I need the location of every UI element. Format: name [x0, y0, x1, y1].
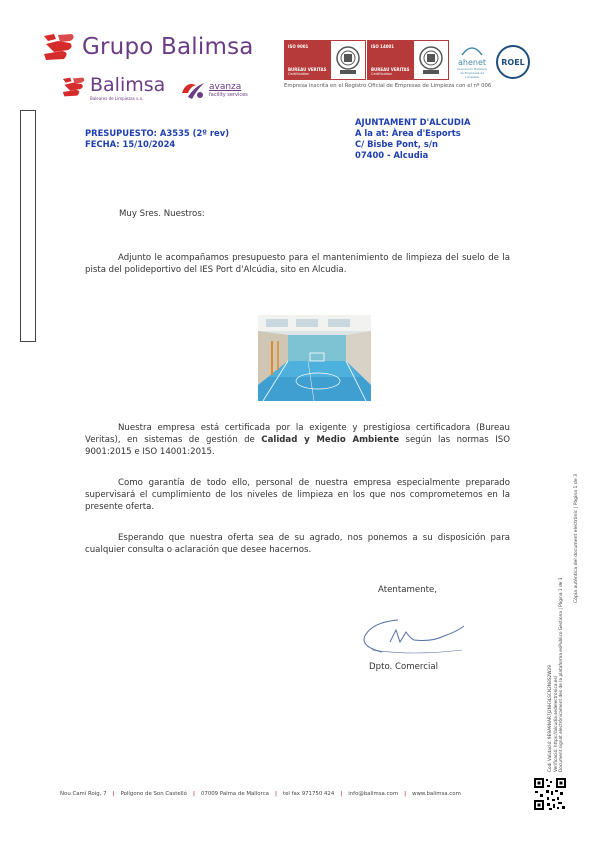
footer-street: Nou Camí Roig, 7: [60, 791, 107, 797]
cert-label: Certification: [288, 72, 310, 76]
budget-info: [85, 128, 229, 150]
letter-greeting: Muy Sres. Nuestros:: [119, 209, 205, 219]
cert-code: ISO 14001: [371, 44, 395, 49]
cert-issuer: BUREAU VERITAS: [288, 67, 327, 72]
verification-vertical: [548, 578, 565, 772]
footer-separator: |: [112, 791, 115, 797]
cert-code: ISO 9001: [288, 44, 309, 49]
brand-name: Balimsa: [90, 74, 166, 96]
partner-logo: [180, 79, 248, 101]
court-image: [258, 315, 371, 401]
verification-url: Verificació: https://alcudia.sedelectronica.es/: [553, 675, 559, 772]
brand-logo: [60, 76, 165, 101]
balimsa-b-small-icon: [60, 76, 86, 98]
footer-city: 07009 Palma de Mallorca: [200, 791, 269, 797]
paragraph-closing: [85, 532, 510, 556]
footer-separator: |: [404, 791, 407, 797]
closing-salutation: Atentamente,: [378, 585, 437, 595]
recipient-street: C/ Bisbe Pont, s/n: [355, 139, 438, 149]
recipient-city: 07400 - Alcudia: [355, 150, 429, 160]
ahenet-tagline: Asociación Hotelera de Empresas de Limpieza: [457, 67, 487, 79]
paragraph-closing-text: Esperando que nuestra oferta sea de su agrado, nos ponemos a su disposición para cualquier consulta o aclaración que desee hacernos.: [85, 533, 510, 556]
roel-logo: [496, 45, 530, 79]
paragraph-certification-end: según las normas ISO 9001:2015 e ISO 14001:2015.: [85, 435, 510, 458]
recipient-attention: A la at: Àrea d'Esports: [355, 128, 461, 138]
verification-platform: Document signat electrònicament des de la plataforma esPublico Gestiona | Pàgina 1 de 3: [559, 577, 564, 772]
cert-label: Certification: [371, 72, 393, 76]
verification-code: Codi Validació: 9E9A9NAR7J2NH3LSCN2N8S2W29: [548, 664, 553, 772]
certificate-iso14001: [367, 40, 449, 80]
balimsa-b-icon: [40, 32, 76, 62]
certification-systems: Calidad y Medio Ambiente: [261, 435, 400, 446]
registry-note: Empresa inscrita en el Registro Oficial de Empresas de Limpieza con el nº 006: [284, 83, 492, 89]
paragraph-certification-text: Nuestra empresa está certificada por la exigente y prestigiosa certificadora (Bureau Veritas), en sistemas de gestión de: [85, 423, 510, 446]
paragraph-intro: [85, 252, 510, 276]
recipient-name: AJUNTAMENT D'ALCUDIA: [355, 117, 471, 127]
qr-code-icon[interactable]: [533, 777, 567, 811]
bureau-veritas-seal-icon: [417, 44, 445, 76]
paragraph-guarantee-text: Como garantía de todo ello, personal de nuestra empresa especialmente preparado supervisará el cumplimiento de los niveles de limpieza en los que nos comprometemos en la presente oferta.: [85, 478, 510, 513]
recipient-address: [355, 117, 470, 161]
ahenet-name: ahenet: [457, 58, 487, 67]
signer-department: Dpto. Comercial: [369, 662, 439, 672]
brand-tagline: Baleares de Limpiezas s.a.: [90, 96, 144, 101]
sports-court-photo: [258, 315, 371, 401]
paragraph-certification: [85, 422, 510, 459]
avanza-swoosh-icon: [180, 79, 206, 101]
signature-icon: [352, 612, 472, 658]
page-info-vertical: Còpia autèntica del document electrònic | Pàgina 1 de 3: [574, 473, 579, 603]
partner-tagline: facility services: [209, 91, 248, 98]
cert-issuer: BUREAU VERITAS: [371, 67, 410, 72]
group-name: Grupo Balimsa: [82, 34, 254, 60]
budget-number: PRESUPUESTO: A3535 (2º rev): [85, 128, 230, 138]
ahenet-logo: [455, 44, 489, 79]
footer-phone: tel fax 971750 424: [282, 791, 335, 797]
certificate-iso9001: [284, 40, 366, 80]
partner-name: avanza: [209, 81, 242, 92]
footer-separator: |: [340, 791, 343, 797]
roel-label: ROEL: [501, 57, 525, 67]
paragraph-intro-text: Adjunto le acompañamos presupuesto para el mantenimiento de limpieza del suelo de la pista del polideportivo del IES Port d'Alcúdia, sito en Alcudia.: [85, 253, 510, 276]
footer-email[interactable]: info@balimsa.com: [348, 791, 399, 797]
bureau-veritas-seal-icon: [334, 44, 362, 76]
group-logo: [40, 32, 254, 62]
budget-date: FECHA: 15/10/2024: [85, 139, 176, 149]
footer-area: Polígono de Son Castelló: [120, 791, 187, 797]
footer-website[interactable]: www.balimsa.com: [412, 791, 461, 797]
ahenet-arc-icon: [460, 44, 484, 56]
footer-separator: |: [274, 791, 277, 797]
footer-contact: [60, 791, 461, 797]
paragraph-guarantee: [85, 477, 510, 514]
footer-separator: |: [192, 791, 195, 797]
side-bracket: [20, 110, 36, 342]
